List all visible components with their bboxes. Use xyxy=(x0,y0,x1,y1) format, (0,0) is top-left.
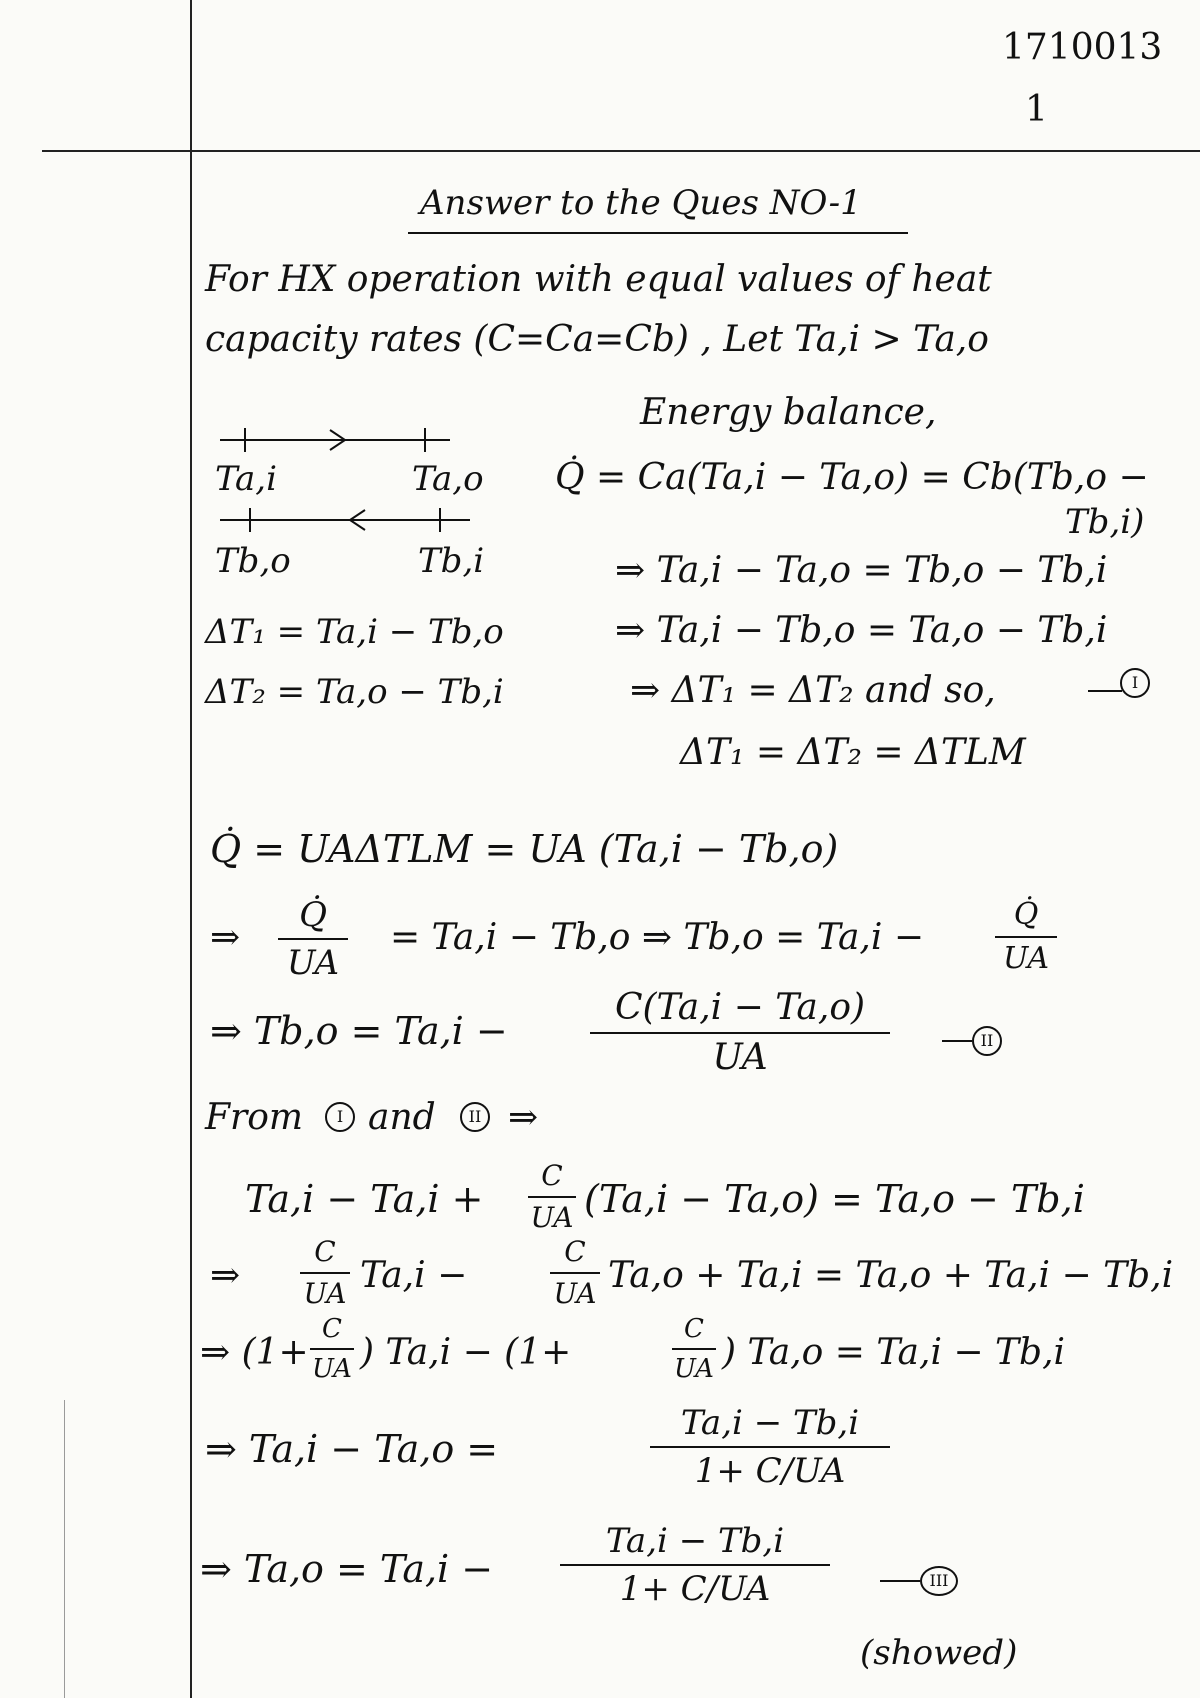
diagram-label-ta-out: Ta,o xyxy=(412,459,484,499)
energy-eq-1: Q̇ = Ca(Ta,i − Ta,o) = Cb(Tb,o − xyxy=(555,457,1149,498)
step3-fraction xyxy=(590,987,890,1078)
energy-eq-2: ⇒ Ta,i − Ta,o = Tb,o − Tb,i xyxy=(615,550,1108,591)
step2-den: UA xyxy=(286,943,340,983)
step5-arrow: ⇒ xyxy=(210,1255,241,1296)
title-underline xyxy=(408,232,908,234)
step6-num: C xyxy=(322,1314,342,1344)
page-edge-line xyxy=(64,1400,65,1698)
step6-num-2: C xyxy=(684,1314,704,1344)
step5-fraction xyxy=(300,1235,350,1310)
from-arrow: ⇒ xyxy=(508,1097,539,1138)
roll-number: 1710013 xyxy=(1002,27,1163,68)
step6-b: ) Ta,i − (1+ xyxy=(360,1332,572,1373)
eq-mark-2: II xyxy=(972,1026,1002,1056)
from-mark-2: II xyxy=(460,1102,490,1132)
energy-heading: Energy balance, xyxy=(640,392,937,433)
step2-arrow: ⇒ xyxy=(210,917,241,958)
step2-mid: = Ta,i − Tb,o ⇒ Tb,o = Ta,i − xyxy=(390,917,924,958)
step6-a: ⇒ (1+ xyxy=(200,1332,309,1373)
eq-mark-dash-2 xyxy=(942,1040,972,1042)
step8-den: 1+ C/UA xyxy=(619,1569,771,1609)
step8-num: Ta,i − Tb,i xyxy=(605,1521,785,1561)
step5-fraction-2 xyxy=(550,1235,600,1310)
step6-den-2: UA xyxy=(674,1354,714,1384)
intro-line-2: capacity rates (C=Ca=Cb) , Let Ta,i > Ta,o xyxy=(205,319,989,360)
from-text: From xyxy=(205,1097,303,1138)
step5-mid: Ta,i − xyxy=(360,1255,468,1296)
step4-num: C xyxy=(541,1159,563,1192)
step3-num: C(Ta,i − Ta,o) xyxy=(614,987,866,1028)
step3-left: ⇒ Tb,o = Ta,i − xyxy=(210,1009,508,1053)
diagram-label-ta-in: Ta,i xyxy=(215,459,277,499)
step5-den: UA xyxy=(303,1277,347,1310)
energy-eq-5: ΔT₁ = ΔT₂ = ΔTLM xyxy=(680,732,1026,773)
diagram-label-tb-out: Tb,o xyxy=(215,541,291,581)
eq-mark-1: I xyxy=(1120,668,1150,698)
step5-num: C xyxy=(314,1235,336,1268)
intro-line-1: For HX operation with equal values of heat xyxy=(205,259,992,300)
delta-t1-def: ΔT₁ = Ta,i − Tb,o xyxy=(205,612,504,652)
step5-right: Ta,o + Ta,i = Ta,o + Ta,i − Tb,i xyxy=(608,1255,1174,1296)
step6-fraction-2 xyxy=(672,1316,716,1382)
step8-fraction xyxy=(560,1521,830,1609)
eq-mark-dash-1 xyxy=(1088,690,1122,692)
from-mark-1: I xyxy=(325,1102,355,1132)
step3-den: UA xyxy=(712,1037,768,1078)
step-q-eq: Q̇ = UAΔTLM = UA (Ta,i − Tb,o) xyxy=(210,827,839,871)
step6-den: UA xyxy=(312,1354,352,1384)
page-number: 1 xyxy=(1025,89,1048,130)
step7-left: ⇒ Ta,i − Ta,o = xyxy=(205,1427,499,1471)
step7-num: Ta,i − Tb,i xyxy=(680,1403,860,1443)
energy-eq-1-cont: Tb,i) xyxy=(1065,502,1145,542)
eq-mark-dash-3 xyxy=(880,1580,920,1582)
step4-den: UA xyxy=(530,1201,574,1234)
step5-num-2: C xyxy=(564,1235,586,1268)
step2-fraction-2 xyxy=(995,897,1057,976)
margin-line xyxy=(190,0,192,1698)
step7-den: 1+ C/UA xyxy=(694,1451,846,1491)
energy-eq-4: ⇒ ΔT₁ = ΔT₂ and so, xyxy=(630,670,996,711)
showed-note: (showed) xyxy=(860,1633,1018,1673)
page-title: Answer to the Ques NO-1 xyxy=(420,183,862,223)
step2-num-2: Q̇ xyxy=(1013,897,1039,932)
step2-num: Q̇ xyxy=(299,895,327,935)
step6-fraction xyxy=(310,1316,354,1382)
step6-c: ) Ta,o = Ta,i − Tb,i xyxy=(722,1332,1066,1373)
delta-t2-def: ΔT₂ = Ta,o − Tb,i xyxy=(205,672,504,712)
step7-fraction xyxy=(650,1403,890,1491)
header-rule xyxy=(42,150,1200,152)
energy-eq-3: ⇒ Ta,i − Tb,o = Ta,o − Tb,i xyxy=(615,610,1108,651)
eq-mark-3: III xyxy=(920,1566,958,1596)
step4-left: Ta,i − Ta,i + xyxy=(245,1177,484,1221)
step4-right: (Ta,i − Ta,o) = Ta,o − Tb,i xyxy=(584,1177,1085,1221)
step8-left: ⇒ Ta,o = Ta,i − xyxy=(200,1547,494,1591)
step4-fraction xyxy=(528,1159,576,1234)
step5-den-2: UA xyxy=(553,1277,597,1310)
step2-fraction xyxy=(278,895,348,983)
diagram-label-tb-in: Tb,i xyxy=(418,541,485,581)
step2-den-2: UA xyxy=(1002,941,1050,976)
from-and: and xyxy=(368,1097,436,1138)
